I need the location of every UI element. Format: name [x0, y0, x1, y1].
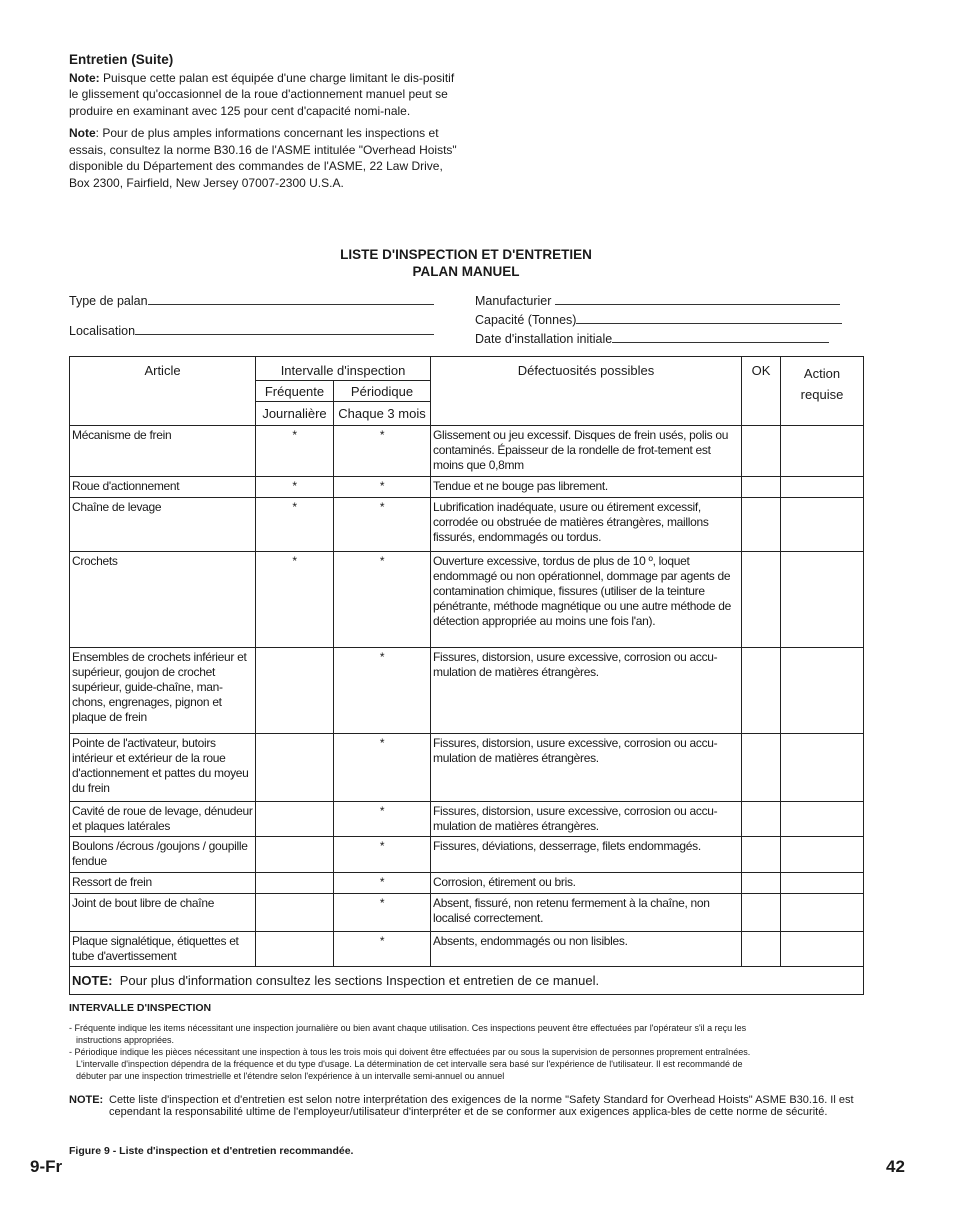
action-cell[interactable]: [781, 734, 864, 802]
interval-item-periodic-cont2: débuter par une inspection trimestrielle et l'étendre selon l'expérience à un intervalle semi-annuel ou annuel: [76, 1071, 505, 1081]
header-article: Article: [70, 357, 256, 426]
install-date-line[interactable]: [612, 331, 829, 343]
defect-cell: Fissures, distorsion, usure excessive, corrosion ou accu-mulation de matières étrangères.: [431, 802, 742, 837]
defect-cell: Ouverture excessive, tordus de plus de 10 º, loquet endommagé ou non opérationnel, dommage par agents de contamination chimique, fissures (utiliser de la teinture pénétrante, méthode magnétique ou une autre méthode de détection appropriée au moins une fois l'an).: [431, 552, 742, 648]
header-defects: Défectuosités possibles: [431, 357, 742, 426]
defect-cell: Absent, fissuré, non retenu fermement à la chaîne, non localisé correctement.: [431, 894, 742, 932]
action-cell[interactable]: [781, 802, 864, 837]
frequent-cell: *: [256, 498, 334, 552]
ok-cell[interactable]: [742, 894, 781, 932]
hoist-type-label: Type de palan: [69, 294, 148, 308]
periodic-cell: *: [334, 426, 431, 477]
article-cell: Boulons /écrous /goujons / goupille fendue: [70, 837, 256, 873]
frequent-cell: [256, 734, 334, 802]
article-cell: Joint de bout libre de chaîne: [70, 894, 256, 932]
article-cell: Ressort de frein: [70, 873, 256, 894]
note-capacity: [69, 70, 465, 120]
article-cell: Mécanisme de frein: [70, 426, 256, 477]
checklist-title-line1: LISTE D'INSPECTION ET D'ENTRETIEN: [340, 247, 592, 262]
interval-item-frequent-cont: instructions appropriées.: [76, 1035, 175, 1045]
header-action-line2: requise: [800, 387, 844, 402]
interval-item-periodic-cont: L'intervalle d'inspection dépendra de la fréquence et du type d'usage. La détermination de cet intervalle sera basé sur l'expérience de l'utilisateur. Il est recommandé de: [76, 1059, 743, 1069]
install-date-label: Date d'installation initiale: [475, 332, 613, 346]
table-note-text: Pour plus d'information consultez les sections Inspection et entretien de ce manuel.: [119, 973, 600, 988]
action-cell[interactable]: [781, 837, 864, 873]
ok-cell[interactable]: [742, 837, 781, 873]
figure-caption: Figure 9 - Liste d'inspection et d'entretien recommandée.: [69, 1145, 354, 1157]
header-quarterly: Chaque 3 mois: [334, 402, 431, 426]
frequent-cell: [256, 802, 334, 837]
table-row: [70, 802, 864, 837]
capacity-line[interactable]: [576, 312, 842, 324]
article-cell: Plaque signalétique, étiquettes et tube d'avertissement: [70, 932, 256, 967]
periodic-cell: *: [334, 477, 431, 498]
location-field[interactable]: [69, 323, 434, 338]
page-number-left: 9-Fr: [30, 1157, 63, 1176]
manufacturer-line[interactable]: [555, 293, 840, 305]
frequent-cell: *: [256, 426, 334, 477]
frequent-cell: [256, 837, 334, 873]
periodic-cell: *: [334, 648, 431, 734]
ok-cell[interactable]: [742, 873, 781, 894]
defect-cell: Fissures, déviations, desserrage, filets endommagés.: [431, 837, 742, 873]
action-cell[interactable]: [781, 932, 864, 967]
periodic-cell: *: [334, 894, 431, 932]
periodic-cell: *: [334, 734, 431, 802]
location-label: Localisation: [69, 324, 136, 338]
header-action: [781, 357, 864, 426]
ok-cell[interactable]: [742, 552, 781, 648]
defect-cell: Corrosion, étirement ou bris.: [431, 873, 742, 894]
manufacturer-field[interactable]: [475, 293, 840, 308]
interval-item-frequent: - Fréquente indique les items nécessitant une inspection journalière ou bien avant chaque utilisation. Ces inspections peuvent être effectuées par l'opérateur s'il a reçu les: [69, 1023, 747, 1033]
ok-cell[interactable]: [742, 648, 781, 734]
page-number-right: 42: [886, 1157, 905, 1176]
header-interval: Intervalle d'inspection: [256, 357, 431, 381]
bottom-note-label: NOTE:: [69, 1094, 104, 1106]
section-heading: Entretien (Suite): [69, 52, 174, 67]
table-row: [70, 932, 864, 967]
frequent-cell: [256, 648, 334, 734]
header-frequent: Fréquente: [256, 381, 334, 402]
intro-section: [69, 52, 465, 197]
table-row: [70, 734, 864, 802]
table-note-label: NOTE:: [72, 973, 113, 988]
defect-cell: Fissures, distorsion, usure excessive, corrosion ou accu-mulation de matières étrangères.: [431, 734, 742, 802]
interval-title: INTERVALLE D'INSPECTION: [69, 1002, 212, 1014]
periodic-cell: *: [334, 552, 431, 648]
periodic-cell: *: [334, 498, 431, 552]
ok-cell[interactable]: [742, 477, 781, 498]
note-text: Puisque cette palan est équipée d'une charge limitant le dis-positif le glissement qu'occasionnel de la roue d'actionnement manuel peut se produire en examinant avec 125 pour cent d'capacité nomi-nale.: [69, 70, 455, 118]
install-date-field[interactable]: [475, 331, 829, 346]
table-row: [70, 477, 864, 498]
ok-cell[interactable]: [742, 734, 781, 802]
periodic-cell: *: [334, 932, 431, 967]
table-row: [70, 426, 864, 477]
header-action-line1: Action: [803, 366, 841, 381]
table-row: [70, 552, 864, 648]
location-line[interactable]: [135, 323, 434, 335]
note-standards: [69, 125, 465, 191]
table-note-row: [70, 967, 864, 995]
article-cell: Crochets: [70, 552, 256, 648]
defect-cell: Lubrification inadéquate, usure ou étirement excessif, corrodée ou obstruée de matières étrangères, maillons fissurés, endommagés ou tordus.: [431, 498, 742, 552]
action-cell[interactable]: [781, 498, 864, 552]
hoist-type-line[interactable]: [148, 293, 434, 305]
table-row: [70, 894, 864, 932]
action-cell[interactable]: [781, 426, 864, 477]
frequent-cell: *: [256, 477, 334, 498]
header-row: [70, 357, 864, 381]
bottom-note: [69, 1094, 864, 1118]
article-cell: Chaîne de levage: [70, 498, 256, 552]
defect-cell: Fissures, distorsion, usure excessive, corrosion ou accu-mulation de matières étrangères.: [431, 648, 742, 734]
header-ok: OK: [742, 357, 781, 426]
note-text: : Pour de plus amples informations concernant les inspections et essais, consultez la norme B30.16 de l'ASME intitulée "Overhead Hoists" disponible du Département des commandes de l'ASME, 22 Law Drive, Box 2300, Fairfield, New Jersey 07007-2300 U.S.A.: [69, 126, 457, 190]
frequent-cell: [256, 873, 334, 894]
periodic-cell: *: [334, 802, 431, 837]
manufacturer-label: Manufacturier: [475, 294, 552, 308]
note-label: Note:: [69, 70, 100, 85]
article-cell: Cavité de roue de levage, dénudeur et plaques latérales: [70, 802, 256, 837]
ok-cell[interactable]: [742, 498, 781, 552]
table-row: [70, 837, 864, 873]
action-cell[interactable]: [781, 873, 864, 894]
inspection-table: [69, 356, 864, 995]
checklist-title-line2: PALAN MANUEL: [412, 264, 520, 279]
action-cell[interactable]: [781, 648, 864, 734]
header-periodic: Périodique: [334, 381, 431, 402]
ok-cell[interactable]: [742, 426, 781, 477]
table-row: [70, 498, 864, 552]
ok-cell[interactable]: [742, 932, 781, 967]
hoist-type-field[interactable]: [69, 293, 434, 308]
frequent-cell: [256, 894, 334, 932]
header-daily: Journalière: [256, 402, 334, 426]
frequent-cell: *: [256, 552, 334, 648]
checklist-title: [0, 246, 932, 280]
defect-cell: Absents, endommagés ou non lisibles.: [431, 932, 742, 967]
article-cell: Roue d'actionnement: [70, 477, 256, 498]
periodic-cell: *: [334, 873, 431, 894]
periodic-cell: *: [334, 837, 431, 873]
article-cell: Pointe de l'activateur, butoirs intérieur et extérieur de la roue d'actionnement et pattes du moyeu du frein: [70, 734, 256, 802]
interval-item-periodic: - Périodique indique les pièces nécessitant une inspection à tous les trois mois qui doivent être effectuées par ou sous la supervision de personnes proprement entraînées.: [69, 1047, 751, 1057]
bottom-note-text: Cette liste d'inspection et d'entretien est selon notre interprétation des exigences de la norme "Safety Standard for Overhead Hoists" ASME B30.16. Il est cependant la responsabilité ultime de l'employeur/utilisateur d'interpréter et de se conformer aux exigences applica-bles de cette norme de sécurité.: [109, 1094, 854, 1118]
capacity-label: Capacité (Tonnes): [475, 313, 577, 327]
ok-cell[interactable]: [742, 802, 781, 837]
capacity-field[interactable]: [475, 312, 842, 327]
table-row: [70, 873, 864, 894]
action-cell[interactable]: [781, 894, 864, 932]
action-cell[interactable]: [781, 477, 864, 498]
note-label: Note: [69, 126, 96, 140]
article-cell: Ensembles de crochets inférieur et supérieur, goujon de crochet supérieur, guide-chaîne, man-chons, engrenages, pignon et plaque de frein: [70, 648, 256, 734]
defect-cell: Glissement ou jeu excessif. Disques de frein usés, polis ou contaminés. Épaisseur de la rondelle de frot-tement est moins que 0,8mm: [431, 426, 742, 477]
frequent-cell: [256, 932, 334, 967]
action-cell[interactable]: [781, 552, 864, 648]
defect-cell: Tendue et ne bouge pas librement.: [431, 477, 742, 498]
table-row: [70, 648, 864, 734]
table-note: [70, 967, 864, 995]
